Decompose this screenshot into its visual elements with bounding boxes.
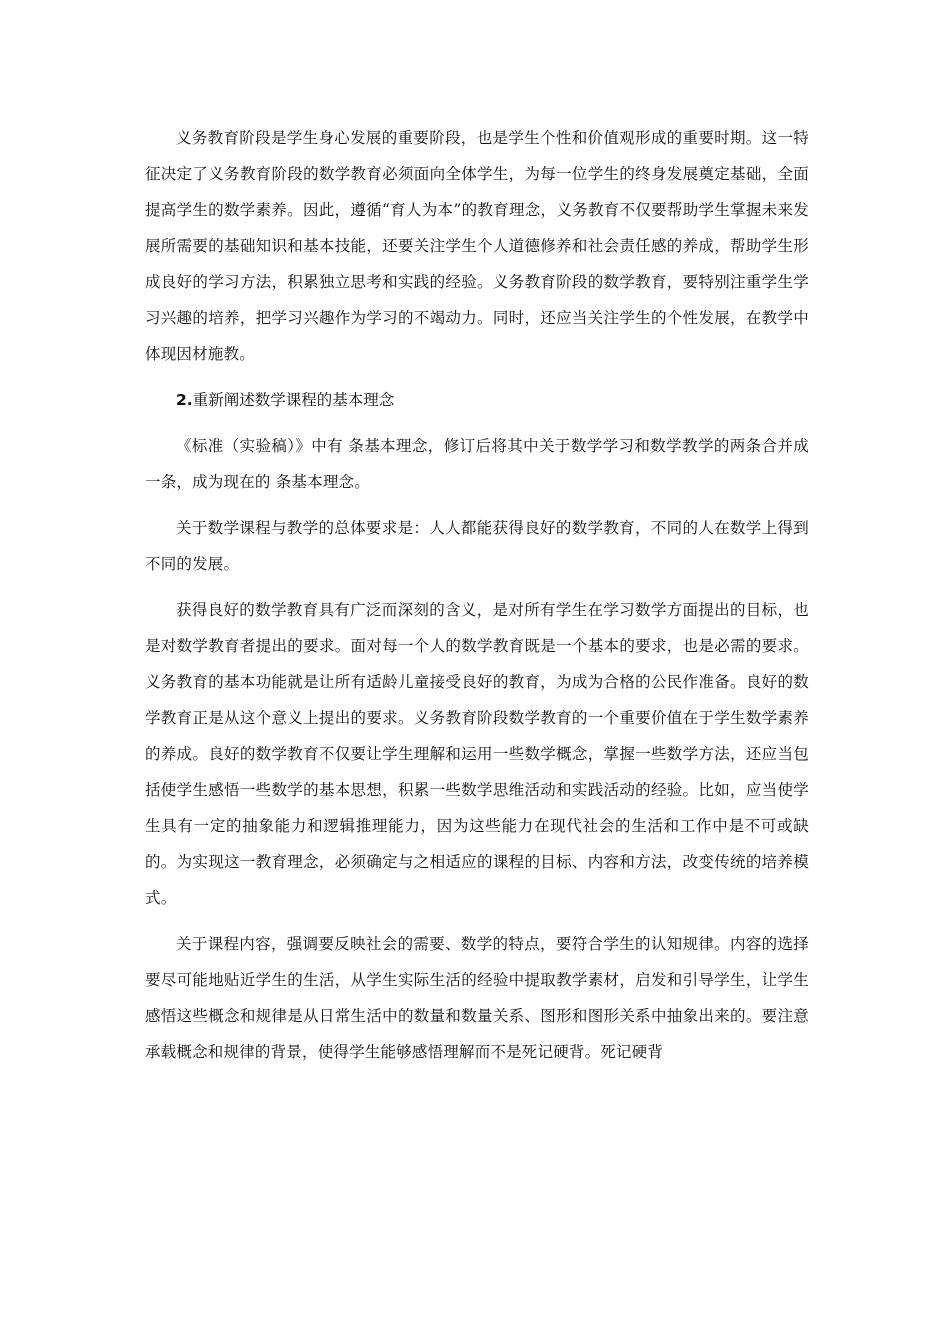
document-body xyxy=(145,120,809,1080)
section-heading xyxy=(145,382,809,418)
paragraph-compulsory-education: 义务教育阶段是学生身心发展的重要阶段，也是学生个性和价值观形成的重要时期。这一特征决定了义务教育阶段的数学教育必须面向全体学生，为每一位学生的终身发展奠定基础，全面提高学生的数学素养。因此，遵循“育人为本”的教育理念，义务教育不仅要帮助学生掌握未来发展所需要的基础知识和基本技能，还要关注学生个人道德修养和社会责任感的养成，帮助学生形成良好的学习方法，积累独立思考和实践的经验。义务教育阶段的数学教育，要特别注重学生学习兴趣的培养，把学习兴趣作为学习的不竭动力。同时，还应当关注学生的个性发展，在教学中体现因材施教。 xyxy=(145,129,809,363)
section-number: 2. xyxy=(176,391,193,409)
paragraph-standard-revision: 《标准（实验稿）》中有 条基本理念，修订后将其中关于数学学习和数学教学的两条合并成一条，成为现在的 条基本理念。 xyxy=(145,437,809,491)
section-title: 重新阐述数学课程的基本理念 xyxy=(192,391,395,409)
paragraph-good-math-education: 获得良好的数学教育具有广泛而深刻的含义，是对所有学生在学习数学方面提出的目标，也是对数学教育者提出的要求。面对每一个人的数学教育既是一个基本的要求，也是必需的要求。义务教育的基本功能就是让所有适龄儿童接受良好的教育，为成为合格的公民作准备。良好的数学教育正是从这个意义上提出的要求。义务教育阶段数学教育的一个重要价值在于学生数学素养的养成。良好的数学教育不仅要让学生理解和运用一些数学概念，掌握一些数学方法，还应当包括使学生感悟一些数学的基本思想，积累一些数学思维活动和实践活动的经验。比如，应当使学生具有一定的抽象能力和逻辑推理能力，因为这些能力在现代社会的生活和工作中是不可或缺的。为实现这一教育理念，必须确定与之相适应的课程的目标、内容和方法，改变传统的培养模式。 xyxy=(145,601,809,907)
paragraph-course-content: 关于课程内容，强调要反映社会的需要、数学的特点，要符合学生的认知规律。内容的选择要尽可能地贴近学生的生活，从学生实际生活的经验中提取教学素材，启发和引导学生，让学生感悟这些概念和规律是从日常生活中的数量和数量关系、图形和图形关系中抽象出来的。要注意承载概念和规律的背景，使得学生能够感悟理解而不是死记硬背。死记硬背 xyxy=(145,935,809,1061)
paragraph-overall-requirement: 关于数学课程与教学的总体要求是：人人都能获得良好的数学教育，不同的人在数学上得到不同的发展。 xyxy=(145,519,809,573)
